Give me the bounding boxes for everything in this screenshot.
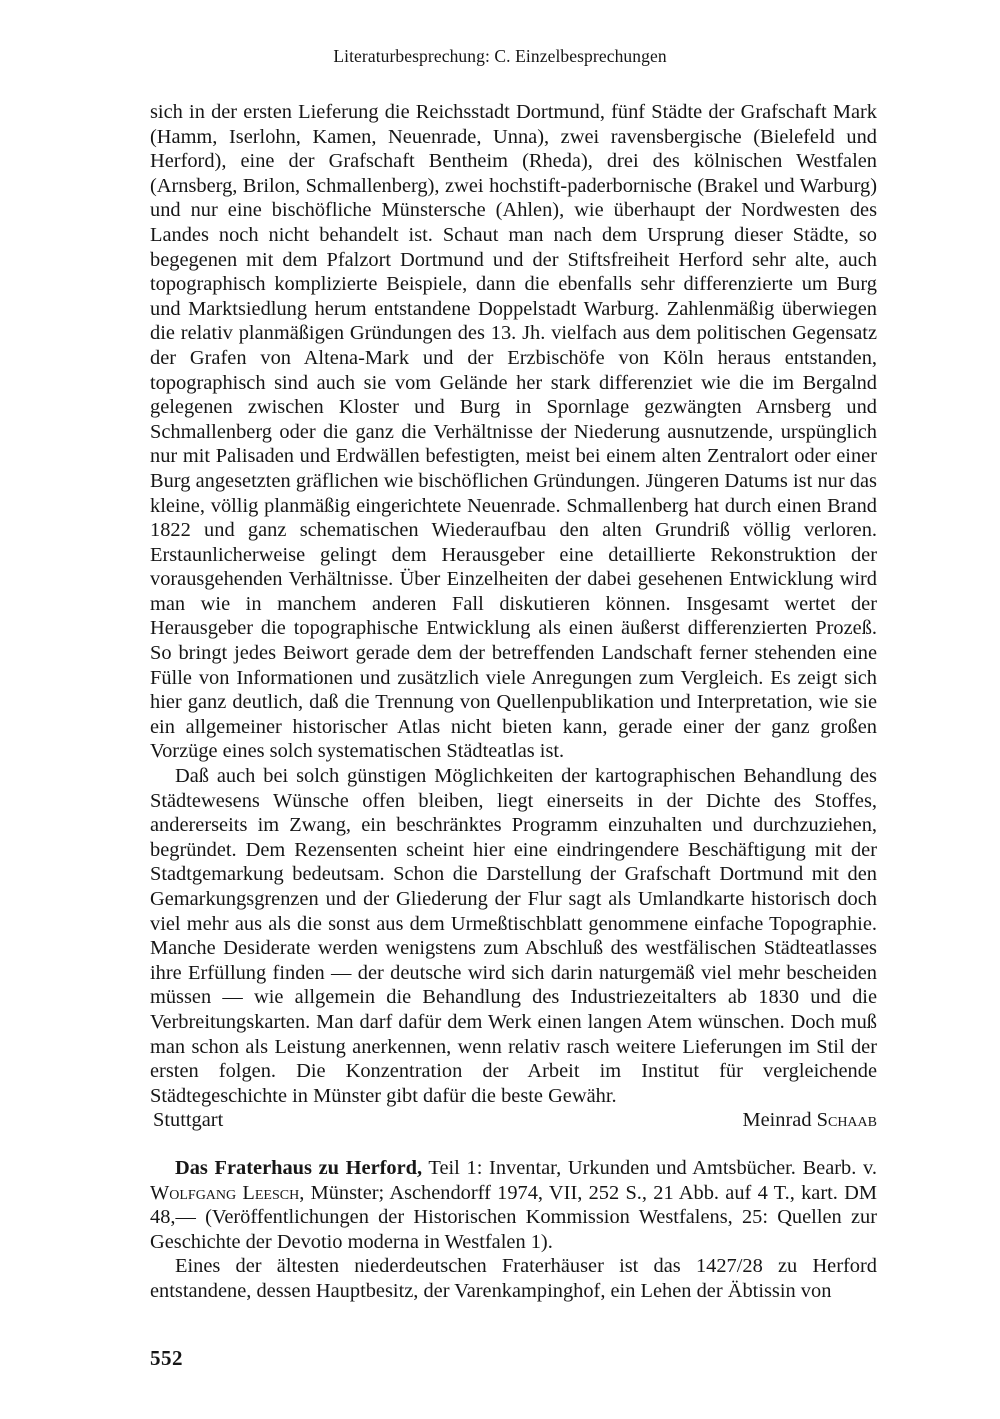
review2-bib-part1: Teil 1: Inventar, Urkunden und Amtsbücher. Bearb. v.	[422, 1156, 877, 1179]
review2-bibliography	[150, 1156, 877, 1254]
review2-bib-part2: , Münster; Aschendorff 1974, VII, 252 S., 21 Abb. auf 4 T., kart. DM 48,— (Veröffentlichungen der Historischen Kommission Westfalens, 25: Quellen zur Geschichte der Devotio moderna in Westfalen 1).	[150, 1181, 877, 1253]
signature-author	[742, 1108, 877, 1133]
review1-paragraph-2: Daß auch bei solch günstigen Möglichkeiten der kartographischen Behandlung des Städtewesens Wünsche offen bleiben, liegt einerseits in der Dichte des Stoffes, andererseits im Zwang, ein beschränktes Programm einzuhalten und durchzuziehen, begründet. Dem Rezensenten scheint hier eine eindringendere Beschäftigung mit der Stadtgemarkung bedeutsam. Schon die Darstellung der Grafschaft Dortmund mit den Gemarkungsgrenzen und der Gliederung der Flur sagt als Umlandkarte historisch doch viel mehr aus als die sonst aus dem Urmeßtischblatt genommene einfache Topographie. Manche Desiderate werden wenigstens zum Abschluß des westfälischen Städteatlasses ihre Erfüllung finden — der deutsche wird sich darin naturgemäß viel mehr bescheiden müssen — wie allgemein die Behandlung des Industriezeitalters ab 1830 und die Verbreitungskarten. Man darf dafür dem Werk einen langen Atem wünschen. Doch muß man schon als Leistung anerkennen, wenn relativ rasch weitere Lieferungen im Stil der ersten folgen. Die Konzentration der Arbeit im Institut für vergleichende Städtegeschichte in Münster gibt dafür die beste Gewähr.	[150, 765, 877, 1107]
review1-paragraph-1: sich in der ersten Lieferung die Reichsstadt Dortmund, fünf Städte der Grafschaft Mark (Hamm, Iserlohn, Kamen, Neuenrade, Unna), zwei ravensbergische (Bielefeld und Herford), eine der Grafschaft Bentheim (Rheda), drei des kölnischen Westfalen (Arnsberg, Brilon, Schmallenberg), zwei hochstift-paderbornische (Brakel und Warburg) und nur eine bischöfliche Münstersche (Ahlen), wie überhaupt der Nordwesten des Landes noch nicht behandelt ist. Schaut man nach dem Ursprung dieser Städte, so begegenen mit dem Pfalzort Dortmund und der Stiftsfreiheit Herford sehr alte, auch topographisch komplizierte Beispiele, dann die ebenfalls sehr differenzierte um Burg und Marktsiedlung herum entstandene Doppelstadt Warburg. Zahlenmäßig überwiegen die relativ planmäßigen Gründungen des 13. Jh. vielfach aus dem politischen Gegensatz der Grafen von Altena-Mark und der Erzbischöfe von Köln heraus entstanden, topographisch sind auch sie vom Gelände her stark differenziet wie die im Bergalnd gelegenen zwischen Kloster und Burg in Spornlage gezwängten Arnsberg und Schmallenberg oder die ganz die Verhältnisse der Niederung ausnutzende, urspünglich nur mit Palisaden und Erdwällen befestigten, meist bei einem alten Zentralort oder einer Burg angesetzten gräflichen wie bischöflichen Gründungen. Jüngeren Datums ist nur das kleine, völlig planmäßig eingerichtete Neuenrade. Schmallenberg hat durch einen Brand 1822 und ganz schematischen Wiederaufbau den alten Grundriß völlig verloren. Erstaunlicherweise gelingt dem Herausgeber eine detaillierte Rekonstruktion der vorausgehenden Verhältnisse. Über Einzelheiten der dabei gesehenen Entwicklung wird man wie in manchem anderen Fall diskutieren können. Insgesamt wertet der Herausgeber die topographische Entwicklung als einen äußerst differenzierten Prozeß. So bringt jedes Beiwort gerade dem der betreffenden Landschaft ferner stehenden eine Fülle von Informationen und zusätzlich viele Anregungen zum Vergleich. Es zeigt sich hier ganz deutlich, daß die Trennung von Quellenpublikation und Interpretation, wie sie ein allgemeiner historischer Atlas nicht bieten kann, gerade einer der ganz großen Vorzüge eines solch systematischen Städteatlas ist.	[150, 101, 877, 763]
main-text-column	[150, 100, 877, 1304]
review2-paragraph-1: Eines der ältesten niederdeutschen Fraterhäuser ist das 1427/28 zu Herford entstandene, dessen Hauptbesitz, der Varenkampinghof, ein Lehen der Äbtissin von	[150, 1255, 877, 1302]
review2-editor: Wolfgang Leesch	[150, 1181, 300, 1204]
signature-place: Stuttgart	[153, 1109, 224, 1132]
author-surname: Schaab	[816, 1109, 877, 1132]
author-first-name: Meinrad	[742, 1109, 812, 1132]
review1-signature	[150, 1108, 877, 1133]
review2-title: Das Fraterhaus zu Herford,	[175, 1156, 423, 1179]
page-number: 552	[150, 1346, 183, 1370]
running-header: Literaturbesprechung: C. Einzelbesprechungen	[333, 46, 667, 66]
